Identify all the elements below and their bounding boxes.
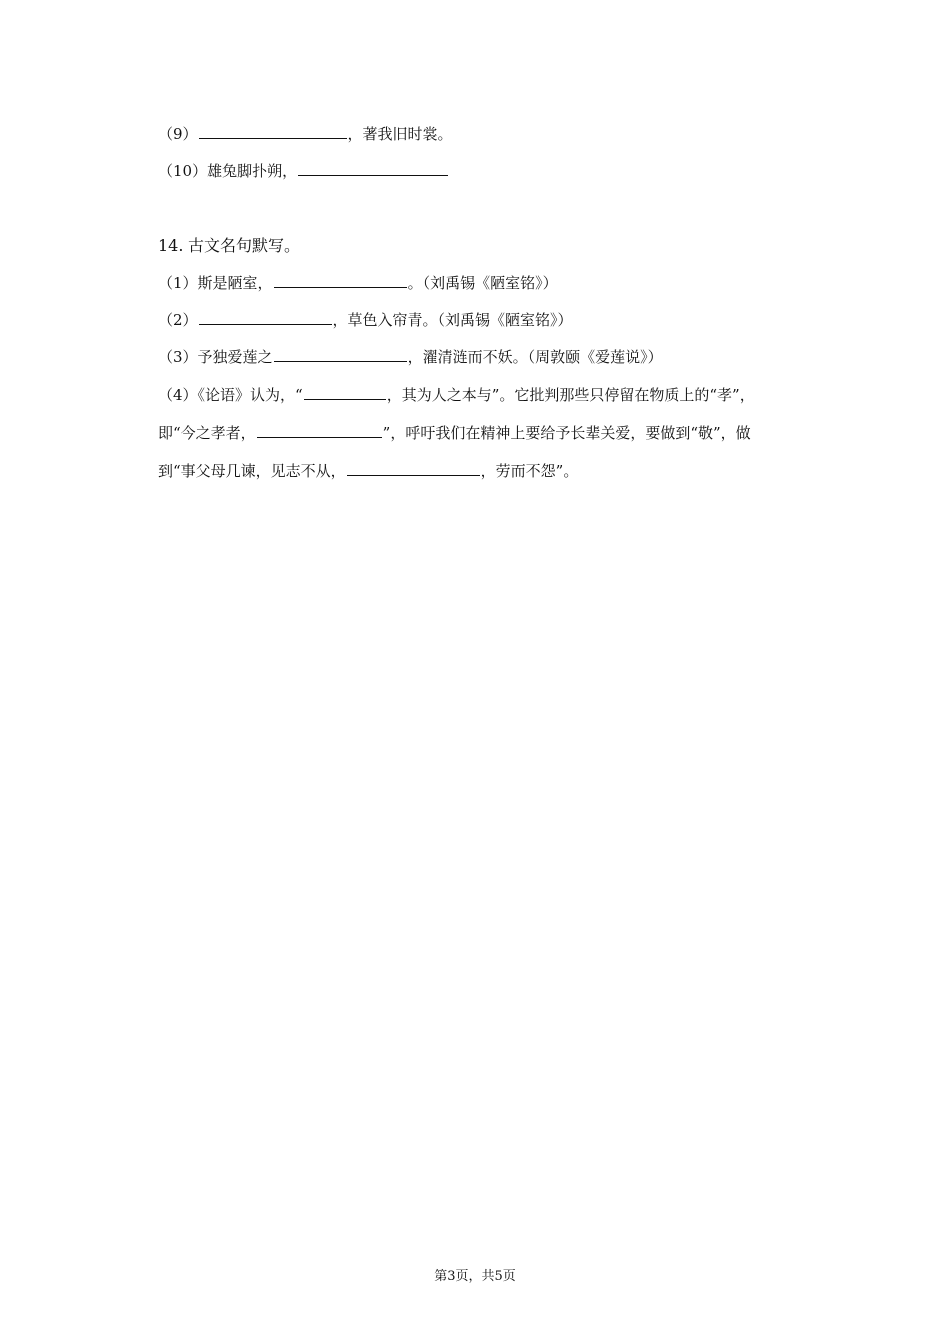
answer-blank[interactable]	[304, 384, 386, 400]
item-number: （4）	[158, 386, 198, 404]
item-text: ，草色入帘青。（刘禹锡《陋室铭》）	[332, 311, 573, 329]
item-text: ，著我旧时裳。	[347, 125, 453, 143]
item-text: 到“事父母几谏，见志不从，	[158, 462, 346, 480]
q14-item-4-line1	[158, 384, 755, 406]
item-number: （10）	[158, 162, 208, 180]
q14-item-3	[158, 346, 663, 368]
item-text: 予独爱莲之	[197, 348, 273, 366]
q14-item-4-line3	[158, 460, 578, 482]
answer-blank[interactable]	[199, 123, 347, 139]
item-10	[158, 160, 449, 182]
question-number: 14.	[158, 236, 184, 255]
answer-blank[interactable]	[298, 160, 448, 176]
question-title: 古文名句默写。	[188, 236, 301, 255]
item-number: （3）	[158, 348, 198, 366]
answer-blank[interactable]	[274, 272, 407, 288]
item-text: 雄兔脚扑朔，	[207, 162, 298, 180]
page-footer: 第3页，共5页	[434, 1269, 516, 1284]
item-number: （9）	[158, 125, 198, 143]
item-text: 即“今之孝者，	[158, 424, 256, 442]
q14-item-1	[158, 272, 558, 294]
item-text: 。（刘禹锡《陋室铭》）	[407, 274, 558, 292]
item-number: （2）	[158, 311, 198, 329]
answer-blank[interactable]	[257, 422, 382, 438]
item-text: ，濯清涟而不妖。（周敦颐《爱莲说》）	[407, 348, 663, 366]
answer-blank[interactable]	[199, 309, 332, 325]
item-text: ，劳而不怨”。	[480, 462, 579, 480]
answer-blank[interactable]	[274, 346, 407, 362]
item-text: 斯是陋室，	[197, 274, 273, 292]
item-text: 《论语》认为，“	[197, 386, 303, 404]
item-9	[158, 123, 453, 145]
item-text: ，其为人之本与”。它批判那些只停留在物质上的“孝”，	[386, 386, 755, 404]
q14-item-2	[158, 309, 573, 331]
item-text: ”，呼吁我们在精神上要给予长辈关爱，要做到“敬”，做	[382, 424, 751, 442]
answer-blank[interactable]	[347, 460, 480, 476]
item-number: （1）	[158, 274, 198, 292]
question-14-header	[158, 235, 300, 257]
q14-item-4-line2	[158, 422, 751, 444]
